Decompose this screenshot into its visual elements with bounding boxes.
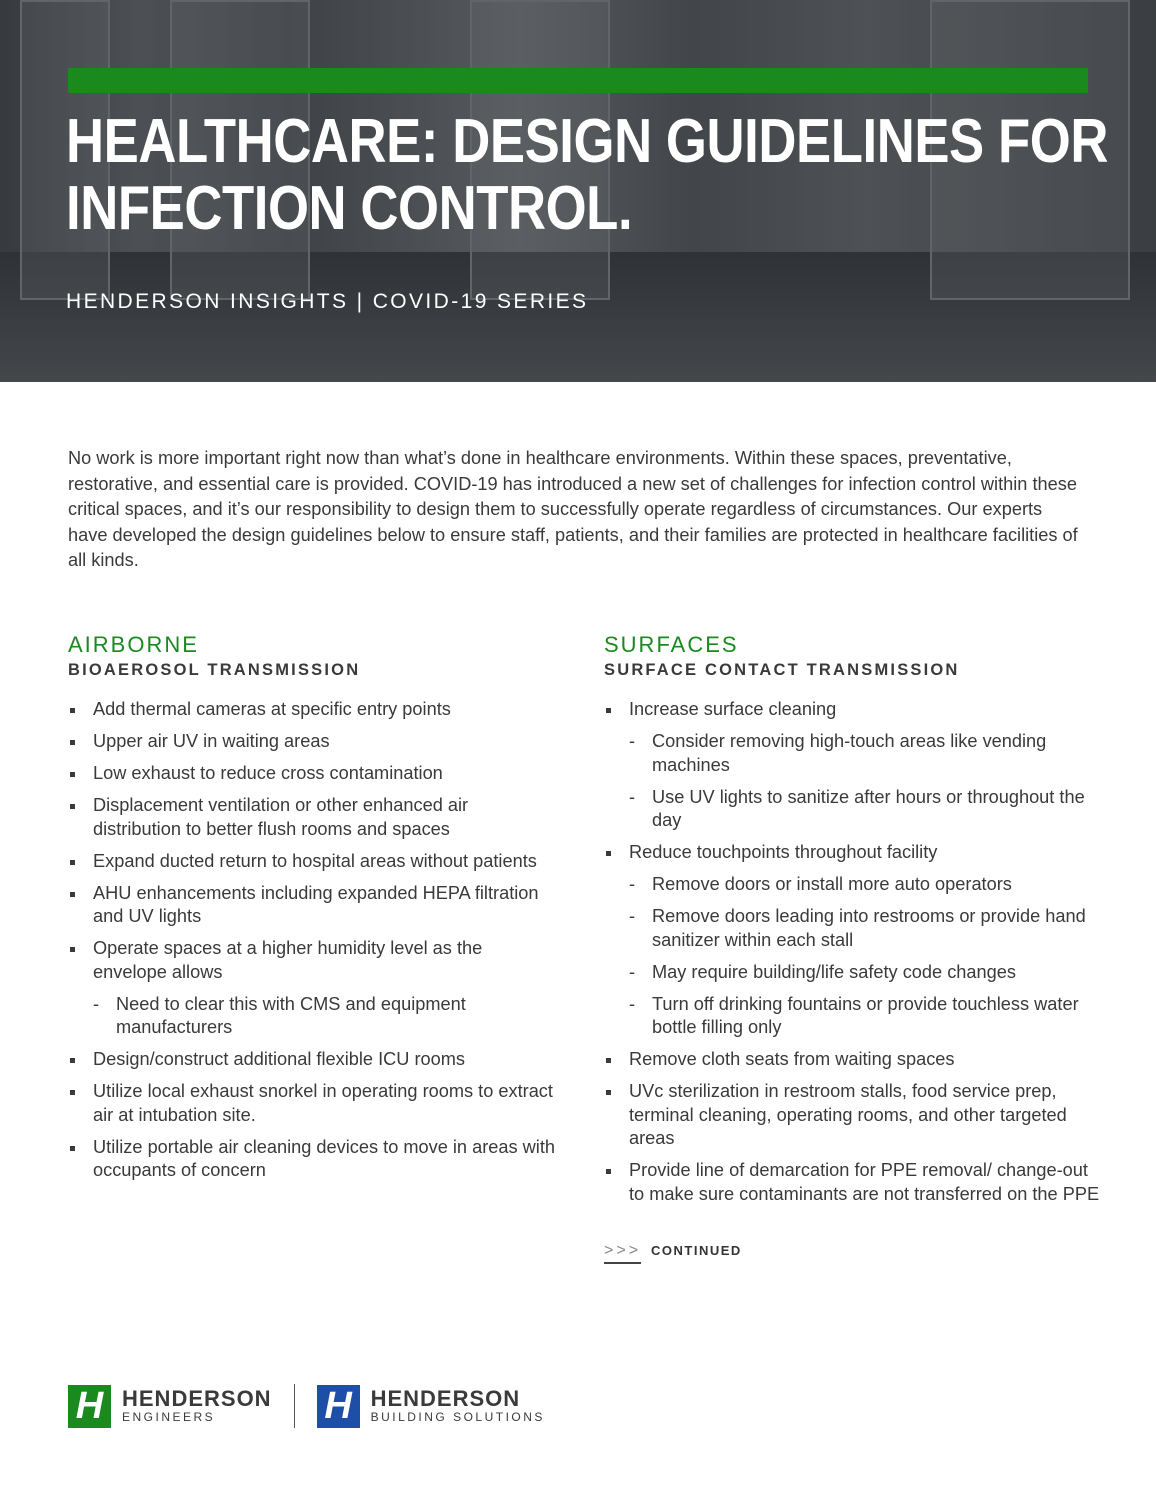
bullet-item: Expand ducted return to hospital areas without patients	[68, 850, 558, 874]
bullet-item: AHU enhancements including expanded HEPA filtration and UV lights	[68, 882, 558, 929]
sub-bullet-text: Use UV lights to sanitize after hours or throughout the day	[652, 786, 1085, 830]
section-heading: SURFACES	[604, 632, 739, 657]
logo-tagline: BUILDING SOLUTIONS	[370, 1410, 545, 1424]
sub-bullet-item	[604, 961, 1104, 985]
logo-name: HENDERSON	[370, 1386, 521, 1411]
accent-bar	[68, 68, 1088, 93]
sub-bullet-item	[604, 905, 1104, 952]
henderson-building-solutions-logo-mark: H	[317, 1385, 360, 1428]
dash-icon: -	[93, 993, 100, 1014]
section-subheading: BIOAEROSOL TRANSMISSION	[68, 661, 361, 679]
page-title: HEALTHCARE: DESIGN GUIDELINES FOR INFECTION CONTROL.	[66, 107, 1108, 243]
sub-bullet-item	[604, 873, 1104, 897]
bullet-item: Add thermal cameras at specific entry points	[68, 698, 558, 722]
title-block	[66, 108, 1156, 314]
dash-icon: -	[629, 786, 636, 807]
dash-icon: -	[629, 961, 636, 982]
sub-bullet-text: Remove doors or install more auto operators	[652, 874, 1012, 894]
guideline-list	[68, 698, 558, 1183]
continued-link[interactable]	[604, 1242, 1104, 1264]
continued-label: CONTINUED	[651, 1242, 742, 1258]
bullet-item: Low exhaust to reduce cross contamination	[68, 762, 558, 786]
section-subheading: SURFACE CONTACT TRANSMISSION	[604, 661, 960, 679]
sub-bullet-text: Need to clear this with CMS and equipment manufacturers	[116, 993, 466, 1037]
sub-bullet-item	[68, 993, 558, 1040]
sub-bullet-item	[604, 993, 1104, 1040]
bullet-item: Provide line of demarcation for PPE removal/ change-out to make sure contaminants are not transferred on the PPE	[604, 1159, 1104, 1206]
bullet-item: Displacement ventilation or other enhanced air distribution to better flush rooms and spaces	[68, 794, 558, 841]
henderson-engineers-logo-mark: H	[68, 1385, 111, 1428]
bullet-item: Operate spaces at a higher humidity level as the envelope allows	[68, 937, 558, 984]
bullet-item: UVc sterilization in restroom stalls, food service prep, terminal cleaning, operating rooms, and other targeted areas	[604, 1080, 1104, 1151]
section-heading: AIRBORNE	[68, 632, 199, 657]
airborne-column	[68, 632, 558, 1191]
sub-bullet-text: May require building/life safety code changes	[652, 961, 1016, 982]
bullet-item: Increase surface cleaning	[604, 698, 1104, 722]
logo-divider	[294, 1384, 295, 1428]
sub-bullet-item	[604, 730, 1104, 777]
footer-logos	[68, 1384, 545, 1428]
dash-icon: -	[629, 731, 636, 751]
sub-bullet-text: Consider removing high-touch areas like vending machines	[652, 731, 1047, 775]
guideline-list	[604, 698, 1104, 1206]
series-subtitle: HENDERSON INSIGHTS | COVID-19 SERIES	[66, 290, 589, 313]
bullet-item: Design/construct additional flexible ICU rooms	[68, 1048, 558, 1072]
sub-bullet-text: Remove doors leading into restrooms or provide hand sanitizer within each stall	[652, 906, 1086, 950]
intro-paragraph: No work is more important right now than what’s done in healthcare environments. Within these spaces, preventative, restorative, and essential care is provided. COVID-19 has introduced a new set of challenges for infection control within these critical spaces, and it’s our responsibility to design them to successfully operate regardless of circumstances. Our experts have developed the design guidelines below to ensure staff, patients, and their families are protected in healthcare facilities of all kinds.	[68, 448, 1078, 570]
dash-icon: -	[629, 874, 636, 894]
sub-bullet-text: Turn off drinking fountains or provide touchless water bottle filling only	[652, 993, 1079, 1037]
arrows-icon: >>>	[604, 1242, 641, 1264]
bullet-item: Reduce touchpoints throughout facility	[604, 841, 1104, 865]
dash-icon: -	[629, 906, 636, 926]
bullet-item: Upper air UV in waiting areas	[68, 730, 558, 754]
bullet-item: Remove cloth seats from waiting spaces	[604, 1048, 1104, 1072]
logo-name: HENDERSON	[122, 1386, 272, 1411]
logo-tagline: ENGINEERS	[122, 1410, 216, 1424]
sub-bullet-item	[604, 786, 1104, 833]
surfaces-column	[604, 632, 1104, 1264]
dash-icon: -	[629, 993, 636, 1014]
bullet-item: Utilize local exhaust snorkel in operating rooms to extract air at intubation site.	[68, 1080, 558, 1127]
bullet-item: Utilize portable air cleaning devices to move in areas with occupants of concern	[68, 1136, 558, 1183]
